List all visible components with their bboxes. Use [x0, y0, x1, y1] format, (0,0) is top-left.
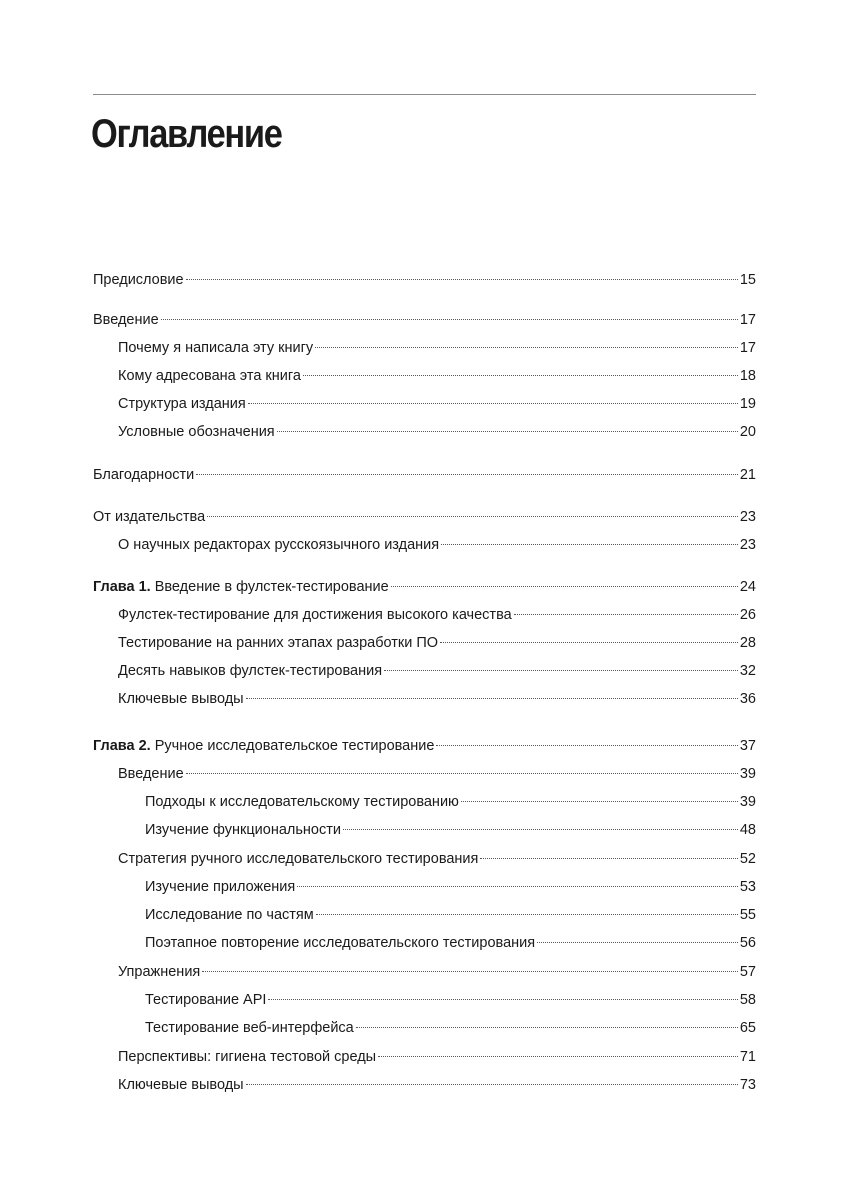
toc-entry-page: 73 — [739, 1077, 756, 1093]
dot-leader — [537, 942, 738, 943]
top-rule — [93, 94, 756, 95]
toc-entry-page: 39 — [739, 766, 756, 782]
toc-entry[interactable] — [93, 847, 756, 871]
toc-entry[interactable] — [93, 1073, 756, 1097]
dot-leader — [378, 1056, 738, 1057]
toc-entry[interactable] — [93, 931, 756, 955]
toc-entry-page: 52 — [739, 851, 756, 867]
dot-leader — [277, 431, 738, 432]
chapter-prefix: Глава 1. — [93, 579, 151, 595]
toc-entry-title: Десять навыков фулстек-тестирования — [118, 663, 383, 679]
toc-entry[interactable] — [93, 505, 756, 529]
toc-entry[interactable] — [93, 463, 756, 487]
toc-entry-page: 20 — [739, 424, 756, 440]
toc-entry[interactable] — [93, 1016, 756, 1040]
toc-entry[interactable] — [93, 790, 756, 814]
toc-entry[interactable] — [93, 762, 756, 786]
toc-entry-page: 39 — [739, 794, 756, 810]
toc-entry[interactable] — [93, 903, 756, 927]
dot-leader — [246, 698, 738, 699]
dot-leader — [356, 1027, 738, 1028]
toc-entry[interactable] — [93, 268, 756, 292]
toc-entry-page: 17 — [739, 312, 756, 328]
dot-leader — [303, 375, 738, 376]
toc-entry[interactable] — [93, 818, 756, 842]
toc-entry-page: 32 — [739, 663, 756, 679]
dot-leader — [186, 773, 738, 774]
toc-entry-page: 17 — [739, 340, 756, 356]
toc-entry[interactable] — [93, 659, 756, 683]
toc-entry-page: 58 — [739, 992, 756, 1008]
toc-entry-title: Кому адресована эта книга — [118, 368, 301, 384]
toc-entry-page: 57 — [739, 964, 756, 980]
toc-entry-page: 24 — [739, 579, 756, 595]
toc-entry-title: Введение — [118, 766, 184, 782]
toc-entry-page: 23 — [739, 537, 756, 553]
toc-entry-page: 15 — [739, 272, 756, 288]
toc-entry[interactable] — [93, 631, 756, 655]
toc-entry-title: Благодарности — [93, 467, 195, 483]
toc-entry-page: 53 — [739, 879, 756, 895]
dot-leader — [316, 914, 738, 915]
toc-entry-page: 19 — [739, 396, 756, 412]
toc-entry-page: 71 — [739, 1049, 756, 1065]
toc-entry[interactable] — [93, 687, 756, 711]
dot-leader — [186, 279, 738, 280]
toc-entry-page: 36 — [739, 691, 756, 707]
toc-entry-chapter-2[interactable] — [93, 734, 756, 758]
dot-leader — [246, 1084, 738, 1085]
dot-leader — [384, 670, 738, 671]
dot-leader — [202, 971, 738, 972]
chapter-prefix: Глава 2. — [93, 738, 151, 754]
dot-leader — [161, 319, 738, 320]
toc-entry-title: Фулстек-тестирование для достижения высокого качества — [118, 607, 512, 623]
toc-entry-title: Перспективы: гигиена тестовой среды — [118, 1049, 377, 1065]
toc-entry-page: 28 — [739, 635, 756, 651]
toc-entry-page: 18 — [739, 368, 756, 384]
dot-leader — [196, 474, 738, 475]
dot-leader — [440, 642, 738, 643]
dot-leader — [436, 745, 737, 746]
toc-entry[interactable] — [93, 364, 756, 388]
toc-entry-title: Исследование по частям — [145, 907, 314, 923]
toc-entry-page: 37 — [739, 738, 756, 754]
toc-entry-title: Ключевые выводы — [118, 691, 244, 707]
toc-entry-title: О научных редакторах русскоязычного издания — [118, 537, 440, 553]
toc-entry-page: 55 — [739, 907, 756, 923]
chapter-title: Введение в фулстек-тестирование — [154, 579, 389, 595]
toc-entry-title: Тестирование API — [145, 992, 267, 1008]
toc-entry-title: Структура издания — [118, 396, 246, 412]
dot-leader — [248, 403, 738, 404]
toc-entry[interactable] — [93, 1045, 756, 1069]
toc-entry[interactable] — [93, 603, 756, 627]
dot-leader — [207, 516, 738, 517]
toc-entry[interactable] — [93, 336, 756, 360]
dot-leader — [461, 801, 738, 802]
toc-entry[interactable] — [93, 420, 756, 444]
dot-leader — [514, 614, 738, 615]
page-title: Оглавление — [91, 112, 282, 156]
dot-leader — [268, 999, 737, 1000]
toc-entry-title: От издательства — [93, 509, 206, 525]
toc-entry-page: 26 — [739, 607, 756, 623]
toc-entry-page: 48 — [739, 822, 756, 838]
toc-entry-title: Упражнения — [118, 964, 201, 980]
toc-entry-page: 65 — [739, 1020, 756, 1036]
toc-entry-title: Поэтапное повторение исследовательского тестирования — [145, 935, 536, 951]
dot-leader — [441, 544, 738, 545]
toc-entry-title: Введение — [93, 312, 159, 328]
dot-leader — [297, 886, 738, 887]
dot-leader — [480, 858, 737, 859]
toc-entry-page: 56 — [739, 935, 756, 951]
toc-entry-title: Тестирование веб-интерфейса — [145, 1020, 354, 1036]
dot-leader — [391, 586, 738, 587]
toc-entry[interactable] — [93, 960, 756, 984]
toc-entry[interactable] — [93, 533, 756, 557]
toc-entry-title: Стратегия ручного исследовательского тестирования — [118, 851, 479, 867]
toc-entry[interactable] — [93, 988, 756, 1012]
toc-entry-chapter-1[interactable] — [93, 575, 756, 599]
toc-entry-page: 23 — [739, 509, 756, 525]
toc-entry-title: Изучение приложения — [145, 879, 296, 895]
toc-entry-title: Почему я написала эту книгу — [118, 340, 314, 356]
dot-leader — [343, 829, 738, 830]
toc-entry[interactable] — [93, 308, 756, 332]
toc-entry-title: Тестирование на ранних этапах разработки ПО — [118, 635, 439, 651]
toc-entry-title — [93, 575, 389, 599]
dot-leader — [315, 347, 738, 348]
toc-entry[interactable] — [93, 392, 756, 416]
toc-entry-title: Предисловие — [93, 272, 184, 288]
toc-entry-title: Подходы к исследовательскому тестированию — [145, 794, 459, 810]
toc-entry-title: Условные обозначения — [118, 424, 275, 440]
toc-entry-page: 21 — [739, 467, 756, 483]
toc-entry-title — [93, 734, 434, 758]
toc-entry-title: Изучение функциональности — [145, 822, 341, 838]
chapter-title: Ручное исследовательское тестирование — [154, 738, 435, 754]
toc-entry-title: Ключевые выводы — [118, 1077, 244, 1093]
toc-entry[interactable] — [93, 875, 756, 899]
